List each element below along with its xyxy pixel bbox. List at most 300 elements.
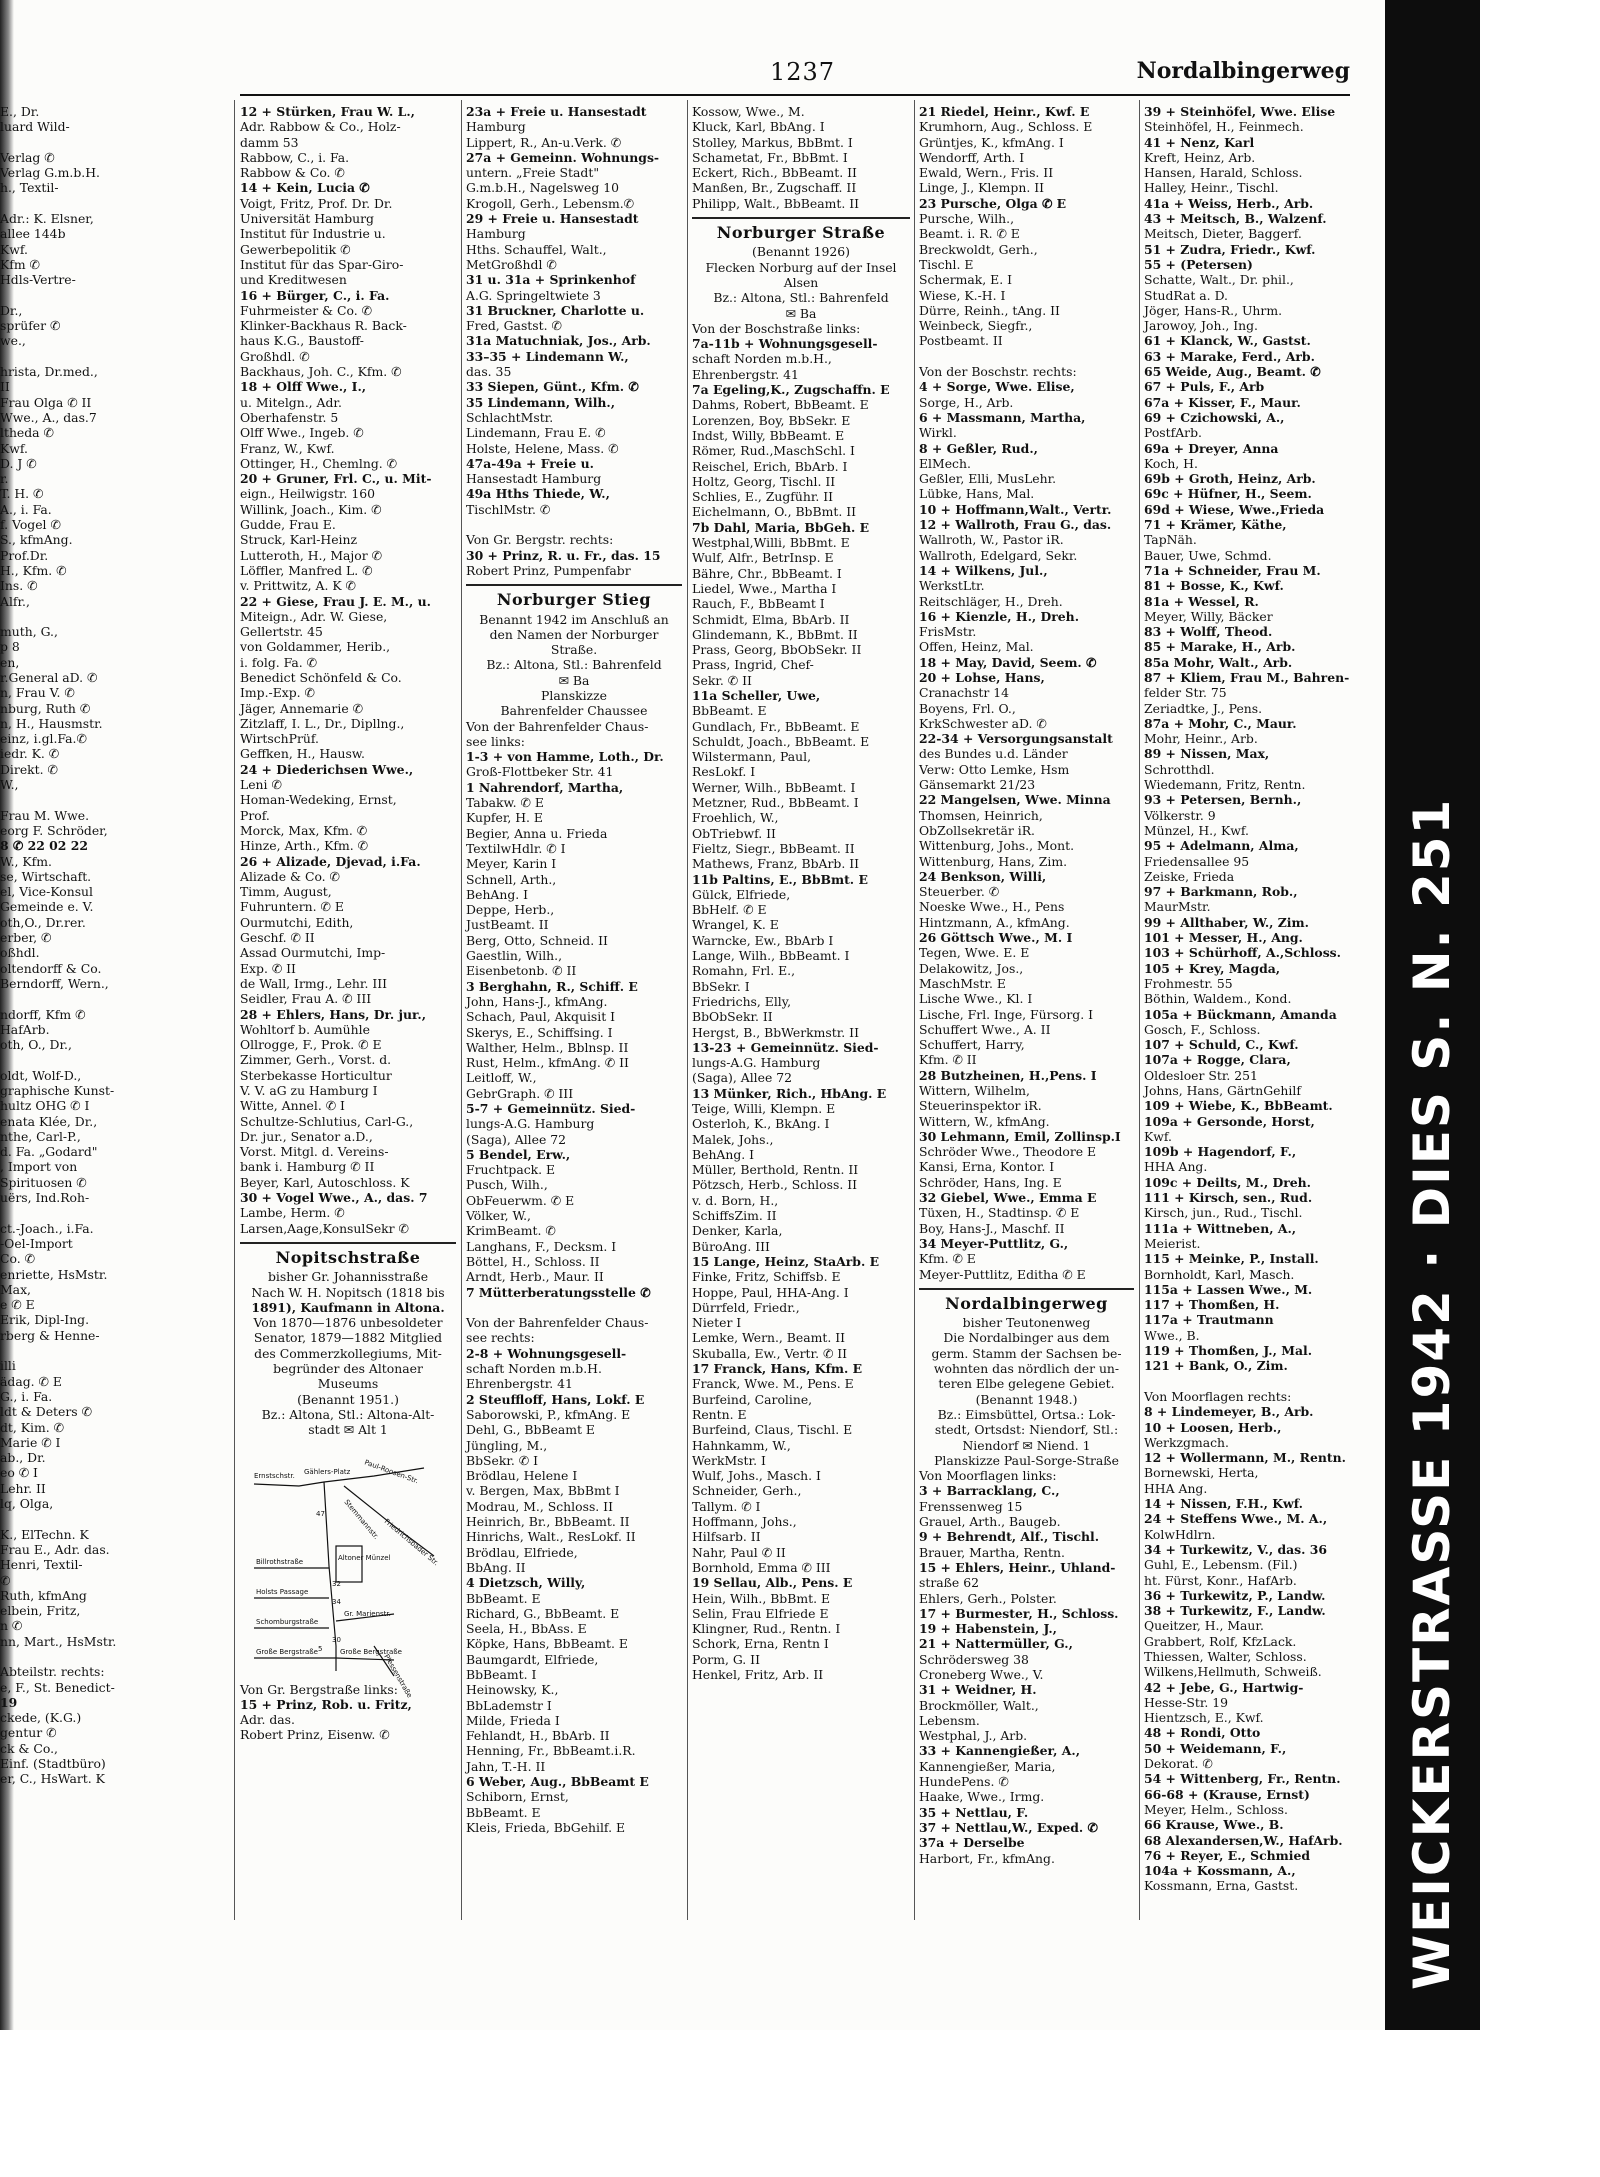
entry-line: Langhans, F., Decksm. I bbox=[466, 1238, 617, 1254]
entry-line: en, bbox=[0, 654, 20, 670]
entry-line: 20 + Gruner, Frl. C., u. Mit- bbox=[240, 471, 432, 487]
entry-line: Kansi, Erna, Kontor. I bbox=[919, 1159, 1055, 1175]
entry-line: Homan-Wedeking, Ernst, bbox=[240, 792, 397, 808]
entry-line: 19 bbox=[0, 1694, 18, 1710]
entry-line: 69 + Czichowski, A., bbox=[1144, 409, 1285, 425]
entry-line: Hoffmann, Johs., bbox=[692, 1514, 797, 1530]
entry-line: 107 + Schuld, C., Kwf. bbox=[1144, 1037, 1299, 1053]
entry-line: wohnten das nördlich der un- bbox=[933, 1361, 1120, 1377]
entry-line: sprüfer ✆ bbox=[0, 318, 61, 334]
entry-line: Wulf, Alfr., BetrInsp. E bbox=[692, 550, 834, 566]
entry-line: e, F., St. Benedict- bbox=[0, 1679, 115, 1695]
entry-line: Rabbow & Co. ✆ bbox=[240, 165, 345, 181]
entry-line: Rentn. E bbox=[692, 1406, 747, 1422]
blank-line bbox=[0, 609, 228, 624]
entry-line: Holste, Helene, Mass. ✆ bbox=[466, 440, 619, 456]
entry-line: Steuerber. ✆ bbox=[919, 884, 1000, 900]
entry-line: HHA Ang. bbox=[1144, 1480, 1208, 1496]
entry-line: 109b + Hagendorf, F., bbox=[1144, 1144, 1297, 1160]
entry-line: 109a + Gersonde, Horst, bbox=[1144, 1113, 1315, 1129]
entry-line: Müller, Berthold, Rentn. II bbox=[692, 1162, 859, 1178]
entry-line: Beamt. i. R. ✆ E bbox=[919, 226, 1020, 242]
entry-line: Reischel, Erich, BbArb. I bbox=[692, 458, 848, 474]
entry-line: Bornewski, Herta, bbox=[1144, 1465, 1259, 1481]
entry-line: Jöger, Hans-R., Uhrm. bbox=[1144, 302, 1283, 318]
entry-line: Krogoll, Gerh., Lebensm.✆ bbox=[466, 195, 635, 211]
entry-line: Schnell, Arth., bbox=[466, 871, 557, 887]
entry-line: Institut für Industrie u. bbox=[240, 226, 386, 242]
entry-line: Struck, Karl-Heinz bbox=[240, 532, 358, 548]
entry-line: Delakowitz, Jos., bbox=[919, 960, 1024, 976]
entry-line: Wiese, K.-H. I bbox=[919, 287, 1006, 303]
entry-line: Von 1870—1876 unbesoldeter bbox=[253, 1315, 443, 1331]
entry-line: Schröder Wwe., Theodore E bbox=[919, 1144, 1097, 1160]
entry-line: 8 + Lindemeyer, B., Arb. bbox=[1144, 1404, 1314, 1420]
entry-line: Rauch, F., BbBeamt I bbox=[692, 596, 825, 612]
entry-line: Kwf. bbox=[0, 440, 28, 456]
entry-line: Senator, 1879—1882 Mitglied bbox=[253, 1330, 443, 1346]
entry-line: 17 + Burmester, H., Schloss. bbox=[919, 1605, 1119, 1621]
entry-line: 89 + Nissen, Max, bbox=[1144, 746, 1270, 762]
entry-line: 103 + Schürhoff, A.,Schloss. bbox=[1144, 945, 1341, 961]
entry-line: Lindemann, Frau E. ✆ bbox=[466, 425, 606, 441]
entry-line: Deppe, Herb., bbox=[466, 902, 555, 918]
entry-line: Wittern, W., kfmAng. bbox=[919, 1113, 1050, 1129]
entry-line: 1891), Kaufmann in Altona. bbox=[251, 1299, 445, 1315]
entry-line: Benannt 1942 im Anschluß an bbox=[479, 611, 669, 627]
entry-line: 20 + Lohse, Hans, bbox=[919, 669, 1045, 685]
entry-line: Gaestlin, Wilh., bbox=[466, 948, 563, 964]
entry-line: Indst, Willy, BbBeamt. E bbox=[692, 427, 845, 443]
entry-line: Saborowski, P., kfmAng. E bbox=[466, 1406, 631, 1422]
map-label: Große Bergstraße bbox=[340, 1647, 402, 1656]
entry-line: el, Vice-Konsul bbox=[0, 884, 93, 900]
entry-line: , Import von bbox=[0, 1159, 78, 1175]
entry-line: 22 + Giese, Frau J. E. M., u. bbox=[240, 593, 431, 609]
entry-line: ✆ bbox=[0, 1572, 11, 1588]
entry-line: Gemeinde e. V. bbox=[0, 899, 94, 915]
entry-line: n ✆ bbox=[0, 1618, 23, 1634]
entry-line: Gewerbepolitik ✆ bbox=[240, 241, 351, 257]
entry-line: Dr., bbox=[0, 302, 23, 318]
entry-line: Planskizze Paul-Sorge-Straße bbox=[934, 1452, 1119, 1468]
blank-line bbox=[0, 792, 228, 807]
entry-line: Schermak, E. I bbox=[919, 272, 1013, 288]
entry-line: dt, Kim. ✆ bbox=[0, 1419, 65, 1435]
entry-line: ElMech. bbox=[919, 455, 971, 471]
entry-line: KrimBeamt. ✆ bbox=[466, 1223, 556, 1239]
entry-line: Hahnkamm, W., bbox=[692, 1437, 791, 1453]
entry-line: Böthin, Waldem., Kond. bbox=[1144, 991, 1292, 1007]
entry-line: Kfm. ✆ E bbox=[919, 1251, 976, 1267]
entry-line: Ottinger, H., Chemlng. ✆ bbox=[240, 455, 398, 471]
entry-line: HundePens. ✆ bbox=[919, 1774, 1009, 1790]
entry-line: 26 Göttsch Wwe., M. I bbox=[919, 930, 1073, 946]
entry-line: Ins. ✆ bbox=[0, 578, 38, 594]
entry-line: 51 + Zudra, Friedr., Kwf. bbox=[1144, 241, 1316, 257]
entries-nopitschstrasse-continued bbox=[466, 104, 682, 578]
entry-line: eign., Heilwigstr. 160 bbox=[240, 486, 376, 502]
entry-line: lq, Olga, bbox=[0, 1496, 54, 1512]
entry-line: Hoppe, Paul, HHA-Ang. I bbox=[692, 1284, 849, 1300]
entry-line: 67 + Puls, F., Arb bbox=[1144, 379, 1265, 395]
entry-line: Brauer, Martha, Rentn. bbox=[919, 1544, 1065, 1560]
entry-line: Teige, Willi, Klempn. E bbox=[692, 1101, 836, 1116]
blank-line bbox=[0, 1649, 228, 1664]
entry-line: Schmidt, Elma, BbArb. II bbox=[692, 611, 850, 627]
entry-line: Ruth, kfmAng bbox=[0, 1587, 87, 1603]
entry-line: Timm, August, bbox=[240, 884, 332, 900]
entry-line: KrkSchwester aD. ✆ bbox=[919, 715, 1047, 731]
entry-line: Pötzsch, Herb., Schloss. II bbox=[692, 1177, 857, 1193]
page-header bbox=[240, 58, 1350, 92]
entry-line: 21 + Nattermüller, G., bbox=[919, 1636, 1073, 1652]
entry-line: Wohltorf b. Aumühle bbox=[240, 1021, 370, 1037]
entry-line: f. Vogel ✆ bbox=[0, 517, 61, 533]
entry-line: 34 + Turkewitz, V., das. 36 bbox=[1144, 1541, 1328, 1557]
entry-line: untern. „Freie Stadt" bbox=[466, 165, 600, 181]
entry-line: Bähre, Chr., BbBeamt. I bbox=[692, 565, 842, 581]
entry-line: Brödlau, Elfriede, bbox=[466, 1544, 578, 1560]
entry-line: Henkel, Fritz, Arb. II bbox=[692, 1666, 824, 1682]
entry-line: 109c + Deilts, M., Dreh. bbox=[1144, 1174, 1311, 1190]
entry-line: 81a + Wessel, R. bbox=[1144, 593, 1259, 609]
map-house-number: 32 bbox=[332, 1579, 341, 1588]
entry-line: 115a + Lassen Wwe., M. bbox=[1144, 1281, 1313, 1297]
entry-line: Wilkens,Hellmuth, Schweiß. bbox=[1144, 1664, 1322, 1680]
entry-line: Hinze, Arth., Kfm. ✆ bbox=[240, 838, 368, 854]
entry-line: Zimmer, Gerh., Vorst. d. bbox=[240, 1052, 392, 1068]
entry-line: Verw: Otto Lemke, Hsm bbox=[919, 761, 1070, 777]
entry-line: Jäger, Annemarie ✆ bbox=[240, 700, 363, 716]
entry-line: luard Wild- bbox=[0, 119, 70, 135]
entry-line: Romahn, Frl. E., bbox=[692, 963, 796, 979]
entry-line: Stolley, Markus, BbBmt. I bbox=[692, 134, 853, 150]
entry-line: lungs-A.G. Hamburg bbox=[466, 1116, 595, 1132]
entry-line: einz, i.gl.Fa.✆ bbox=[0, 731, 87, 747]
entry-line: Sterbekasse Horticultur bbox=[240, 1067, 392, 1083]
entry-line: Völker, W., bbox=[466, 1208, 531, 1224]
entry-line: Hamburg bbox=[466, 226, 526, 242]
entry-line: Schröder, Hans, Ing. E bbox=[919, 1174, 1062, 1190]
entry-line: 71 + Krämer, Käthe, bbox=[1144, 517, 1287, 533]
entry-line: Gülck, Elfriede, bbox=[692, 886, 791, 902]
entry-line: Friedrichs, Elly, bbox=[692, 993, 792, 1009]
entry-line: Kirsch, jun., Rud., Tischl. bbox=[1144, 1205, 1303, 1221]
entry-line: 69d + Wiese, Wwe.,Frieda bbox=[1144, 501, 1325, 517]
entry-line: Institut für das Spar-Giro- bbox=[240, 256, 404, 272]
entry-line: Arndt, Herb., Maur. II bbox=[466, 1269, 604, 1285]
entry-line: Rabbow, C., i. Fa. bbox=[240, 149, 350, 165]
blank-line bbox=[0, 349, 228, 364]
entry-line: 18 + Olff Wwe., I., bbox=[240, 379, 367, 395]
entry-line: Wittern, Wilhelm, bbox=[919, 1083, 1030, 1098]
entry-line: Fuhruntern. ✆ E bbox=[240, 899, 344, 915]
entry-line: 95 + Adelmann, Alma, bbox=[1144, 838, 1299, 854]
column-2 bbox=[466, 104, 682, 1964]
entry-line: Max, bbox=[0, 1281, 32, 1297]
entry-line: nthe, Carl-P., bbox=[0, 1128, 81, 1144]
entry-line: 4 + Sorge, Wwe. Elise, bbox=[919, 379, 1075, 395]
entry-line: Vorst. Mitgl. d. Vereins- bbox=[240, 1144, 389, 1160]
entry-line: Gellertstr. 45 bbox=[240, 624, 323, 640]
entry-line: Robert Prinz, Pumpenfabr bbox=[466, 562, 631, 578]
entry-line: Böttel, H., Schloss. II bbox=[466, 1253, 600, 1269]
entry-line: Fieltz, Siegr., BbBeamt. II bbox=[692, 840, 855, 856]
entry-line: stadt ✉ Alt 1 bbox=[308, 1422, 388, 1438]
entry-line: Klingner, Rud., Rentn. I bbox=[692, 1621, 841, 1637]
map-label: Gr. Marienstr. bbox=[344, 1609, 391, 1618]
entry-line: Ehlers, Gerh., Polster. bbox=[919, 1590, 1057, 1606]
entry-line: Jüngling, M., bbox=[466, 1437, 548, 1453]
entry-line: n, H., Hausmstr. bbox=[0, 715, 103, 731]
entry-line: Alizade & Co. ✆ bbox=[240, 868, 340, 884]
entry-line: Zeiske, Frieda bbox=[1144, 868, 1235, 884]
entry-line: Lippert, R., An-u.Verk. ✆ bbox=[466, 134, 622, 150]
entry-line: 42 + Jebe, G., Hartwig- bbox=[1144, 1679, 1304, 1695]
map-house-number: 47 bbox=[316, 1509, 325, 1518]
entry-line: enata Klée, Dr., bbox=[0, 1113, 98, 1129]
entry-line: WerkstLtr. bbox=[919, 578, 985, 594]
entry-line: (Benannt 1951.) bbox=[297, 1391, 399, 1407]
entry-line: ObTriebwf. II bbox=[692, 825, 776, 841]
entry-line: Heinrich, Br., BbBeamt. II bbox=[466, 1514, 630, 1530]
entry-line: Krumhorn, Aug., Schloss. E bbox=[919, 119, 1093, 135]
entry-line: Römer, Rud.,MaschSchl. I bbox=[692, 443, 855, 459]
entry-line: Bauer, Uwe, Schmd. bbox=[1144, 547, 1272, 563]
entry-line: ht. Fürst, Konr., HafArb. bbox=[1144, 1572, 1297, 1588]
entry-line: 34 Meyer-Puttlitz, G., bbox=[919, 1235, 1069, 1251]
entry-line: Hintzmann, A., kfmAng. bbox=[919, 914, 1070, 930]
entry-line: Boy, Hans-J., Maschf. II bbox=[919, 1220, 1065, 1236]
entry-line: ✉ Ba bbox=[558, 672, 590, 688]
entry-line: Robert Prinz, Eisenw. ✆ bbox=[240, 1727, 390, 1743]
entry-line: Ollrogge, F., Prok. ✆ E bbox=[240, 1037, 382, 1053]
entry-line: Groß-Flottbeker Str. 41 bbox=[466, 764, 614, 780]
entry-line: Schork, Erna, Rentn I bbox=[692, 1636, 829, 1652]
entry-line: Hesse-Str. 19 bbox=[1144, 1694, 1229, 1710]
entry-line: BbBeamt. E bbox=[466, 1804, 541, 1820]
entry-line: A.G. Springeltwiete 3 bbox=[466, 287, 601, 303]
entry-line: Tüxen, H., Stadtinsp. ✆ E bbox=[919, 1205, 1080, 1221]
entry-line: MaurMstr. bbox=[1144, 899, 1211, 915]
entry-line: Leni ✆ bbox=[240, 777, 282, 793]
entry-line: 7a Egeling,K., Zugschaffn. E bbox=[692, 382, 890, 398]
entry-line: r.General aD. ✆ bbox=[0, 669, 98, 685]
entry-line: Warncke, Ew., BbArb I bbox=[692, 932, 834, 948]
entry-line: 35 Lindemann, Wilh., bbox=[466, 394, 616, 410]
entry-line: Henning, Fr., BbBeamt.i.R. bbox=[466, 1743, 636, 1759]
entry-line: Wittenburg, Johs., Mont. bbox=[919, 838, 1075, 854]
entry-line: hrista, Dr.med., bbox=[0, 364, 98, 380]
entry-line: 7b Dahl, Maria, BbGeh. E bbox=[692, 519, 870, 535]
entry-line: 23a + Freie u. Hansestadt bbox=[466, 104, 647, 119]
entry-line: BbBeamt. E bbox=[466, 1590, 541, 1606]
entry-line: Kwf. bbox=[1144, 1128, 1172, 1144]
entry-line: Dürrfeld, Friedr., bbox=[692, 1299, 800, 1315]
entry-line: Noeske Wwe., H., Pens bbox=[919, 899, 1065, 915]
entry-line: Breckwoldt, Gerh., bbox=[919, 241, 1038, 257]
blank-line bbox=[1144, 1374, 1368, 1389]
entry-line: d. Fa. „Godard" bbox=[0, 1144, 98, 1160]
blank-line bbox=[0, 1511, 228, 1526]
entry-line: 14 + Wilkens, Jul., bbox=[919, 562, 1048, 578]
entry-line: Schrödersweg 38 bbox=[919, 1651, 1029, 1667]
entry-line: 19 + Habenstein, J., bbox=[919, 1621, 1057, 1637]
entry-line: Gosch, F., Schloss. bbox=[1144, 1021, 1261, 1037]
entry-line: graphische Kunst- bbox=[0, 1083, 115, 1098]
header-rule bbox=[240, 94, 1350, 96]
entry-line: BbBeamt. I bbox=[466, 1666, 537, 1682]
entry-line: Lemke, Wern., Beamt. II bbox=[692, 1330, 846, 1346]
entry-line: BüroAng. III bbox=[692, 1238, 770, 1254]
entry-line: 6 + Massmann, Martha, bbox=[919, 409, 1086, 425]
entry-line: Wirkl. bbox=[919, 425, 957, 441]
entry-line: 28 Butzheinen, H.,Pens. I bbox=[919, 1067, 1097, 1083]
entry-line: 69c + Hüfner, H., Seem. bbox=[1144, 486, 1312, 502]
entry-line: Nach W. H. Nopitsch (1818 bis bbox=[251, 1284, 445, 1300]
entry-line: 93 + Petersen, Bernh., bbox=[1144, 792, 1302, 808]
entry-line: Alsen bbox=[783, 274, 819, 290]
entry-line: Schneider, Gerh., bbox=[692, 1483, 802, 1499]
entry-line: 8 + Geßler, Rud., bbox=[919, 440, 1038, 456]
entry-line: Oldesloer Str. 251 bbox=[1144, 1067, 1258, 1083]
entry-line: Brödlau, Helene I bbox=[466, 1468, 578, 1484]
entry-line: 31 Bruckner, Charlotte u. bbox=[466, 302, 645, 318]
entry-line: Kossmann, Erna, Gastst. bbox=[1144, 1878, 1299, 1894]
entry-line: Prof.Dr. bbox=[0, 547, 49, 563]
entries-nordalbingerweg bbox=[919, 1468, 1134, 1866]
entry-line: 55 + (Petersen) bbox=[1144, 256, 1253, 272]
entry-line: Franz, W., Kwf. bbox=[240, 440, 335, 456]
entry-line: 12 + Wollermann, M., Rentn. bbox=[1144, 1450, 1346, 1466]
entry-line: Weinbeck, Siegfr., bbox=[919, 318, 1033, 334]
entry-line: Lange, Wilh., BbBeamt. I bbox=[692, 948, 850, 964]
entry-line: 15 Lange, Heinz, StaArb. E bbox=[692, 1253, 880, 1269]
entry-line: h., Textil- bbox=[0, 180, 59, 196]
entry-line: 7 Mütterberatungsstelle ✆ bbox=[466, 1284, 651, 1300]
entry-line: 66 Krause, Wwe., B. bbox=[1144, 1817, 1284, 1833]
entry-line: Imp.-Exp. ✆ bbox=[240, 685, 315, 701]
entry-line: 43 + Meitsch, B., Walzenf. bbox=[1144, 211, 1327, 227]
entry-line: 111a + Wittneben, A., bbox=[1144, 1220, 1297, 1236]
blank-line bbox=[0, 1343, 228, 1358]
entry-line: muth, G., bbox=[0, 624, 58, 640]
entry-line: Kluck, Karl, BbAng. I bbox=[692, 119, 825, 135]
entry-line: Baumgardt, Elfriede, bbox=[466, 1651, 599, 1667]
entry-line: 10 + Loosen, Herb., bbox=[1144, 1419, 1282, 1435]
entry-line: Liedel, Wwe., Martha I bbox=[692, 580, 837, 596]
entry-line: Bahrenfelder Chaussee bbox=[500, 703, 648, 719]
entry-line: teren Elbe gelegene Gebiet. bbox=[938, 1376, 1115, 1392]
entry-line: stedt, Ortsdst: Niendorf, Stl.: bbox=[934, 1422, 1119, 1438]
entry-line: Modrau, M., Schloss. II bbox=[466, 1498, 613, 1514]
entry-line: eo ✆ I bbox=[0, 1465, 38, 1481]
entry-line: Haake, Wwe., Irmg. bbox=[919, 1789, 1045, 1805]
column-4 bbox=[919, 104, 1134, 1964]
entry-line: TextilwHdlr. ✆ I bbox=[466, 840, 566, 856]
column-rule bbox=[234, 100, 235, 1920]
entry-line: -Oel-Import bbox=[0, 1235, 73, 1251]
entry-line: 85 + Marake, H., Arb. bbox=[1144, 639, 1296, 655]
entry-line: 115 + Meinke, P., Install. bbox=[1144, 1251, 1319, 1267]
entry-line: Von der Bahrenfelder Chaus- bbox=[466, 1315, 649, 1331]
entry-line: Flecken Norburg auf der Insel bbox=[705, 259, 897, 275]
street-heading-norburger-strasse: Norburger Straße bbox=[716, 223, 886, 243]
entry-line: (Benannt 1948.) bbox=[975, 1391, 1078, 1407]
entry-line: Alfr., bbox=[0, 593, 30, 609]
street-description bbox=[240, 1285, 456, 1438]
entry-line: Meyer-Puttlitz, Editha ✆ E bbox=[919, 1266, 1086, 1282]
entry-line: Museums bbox=[317, 1376, 379, 1392]
entry-line: SchiffsZim. II bbox=[692, 1208, 777, 1224]
entry-line: Frohmestr. 55 bbox=[1144, 975, 1233, 991]
map-road bbox=[254, 1658, 394, 1660]
entry-line: Thomsen, Heinrich, bbox=[919, 807, 1043, 823]
entry-line: 85a Mohr, Walt., Arb. bbox=[1144, 654, 1293, 670]
entry-line: 50 + Weidemann, F., bbox=[1144, 1740, 1287, 1756]
entry-line: germ. Stamm der Sachsen be- bbox=[931, 1345, 1122, 1361]
entry-line: Franck, Wwe. M., Pens. E bbox=[692, 1376, 854, 1392]
entry-line: oltendorff & Co. bbox=[0, 960, 102, 976]
entry-line: HHA Ang. bbox=[1144, 1159, 1208, 1175]
entry-line: 47a-49a + Freie u. bbox=[466, 455, 594, 471]
entry-line: Leitloff, W., bbox=[466, 1070, 537, 1086]
entry-line: Porm, G. II bbox=[692, 1651, 760, 1667]
entry-line: Ehrenbergstr. 41 bbox=[692, 366, 799, 382]
entry-line: Hientzsch, E., Kwf. bbox=[1144, 1710, 1264, 1726]
entry-line: Schuldt, Joach., BbBeamt. E bbox=[692, 733, 870, 749]
section-rule bbox=[466, 584, 682, 586]
entry-line: JustBeamt. II bbox=[466, 917, 549, 933]
entry-line: Abteilstr. rechts: bbox=[0, 1664, 105, 1680]
entry-line: 76 + Reyer, E., Schmied bbox=[1144, 1847, 1311, 1863]
entries-norburger-stieg-continued bbox=[692, 104, 910, 211]
entry-line: ädag. ✆ E bbox=[0, 1373, 62, 1389]
entry-line: 35 + Nettlau, F. bbox=[919, 1804, 1029, 1820]
entry-line: Friedensallee 95 bbox=[1144, 853, 1250, 869]
entries-norburger-strasse-continued bbox=[919, 104, 1134, 1282]
blank-line bbox=[466, 517, 682, 532]
entry-line: Miteign., Adr. W. Giese, bbox=[240, 608, 388, 624]
entry-line: 33 + Kannengießer, A., bbox=[919, 1743, 1081, 1759]
entry-line: Kleis, Frieda, BbGehilf. E bbox=[466, 1819, 626, 1835]
entry-line: Johns, Hans, GärtnGehilf bbox=[1144, 1083, 1301, 1098]
entry-line: Guhl, E., Lebensm. (Fil.) bbox=[1144, 1557, 1298, 1573]
entry-line: Die Nordalbinger aus dem bbox=[943, 1330, 1110, 1346]
entry-line: 11a Scheller, Uwe, bbox=[692, 687, 821, 703]
map-label: Gählers-Platz bbox=[304, 1467, 351, 1476]
entry-line: Assad Ourmutchi, Imp- bbox=[240, 945, 386, 961]
entry-line: see links: bbox=[466, 733, 525, 749]
entry-line: John, Hans-J., kfmAng. bbox=[466, 993, 608, 1009]
entry-line: Grabbert, Rolf, KfzLack. bbox=[1144, 1633, 1297, 1649]
entry-line: Sekr. ✆ II bbox=[692, 672, 752, 688]
entry-line: Von Moorflagen rechts: bbox=[1144, 1388, 1292, 1404]
blank-line bbox=[0, 135, 228, 150]
entry-line: 109 + Wiebe, K., BbBeamt. bbox=[1144, 1098, 1333, 1114]
entry-line: u. Mitelgn., Adr. bbox=[240, 394, 342, 410]
entry-line: Wilstermann, Paul, bbox=[692, 749, 812, 765]
entry-line: Werner, Wilh., BbBeamt. I bbox=[692, 779, 856, 795]
entry-line: Hamburg bbox=[466, 119, 526, 135]
entry-line: 22-34 + Versorgungsanstalt bbox=[919, 731, 1113, 747]
entry-line: Tabakw. ✆ E bbox=[466, 795, 544, 811]
entry-line: Schiborn, Ernst, bbox=[466, 1789, 569, 1805]
entry-line: 32 Giebel, Wwe., Emma E bbox=[919, 1190, 1097, 1206]
entry-line: Adr. das. bbox=[240, 1712, 295, 1728]
entry-line: II bbox=[0, 379, 10, 395]
